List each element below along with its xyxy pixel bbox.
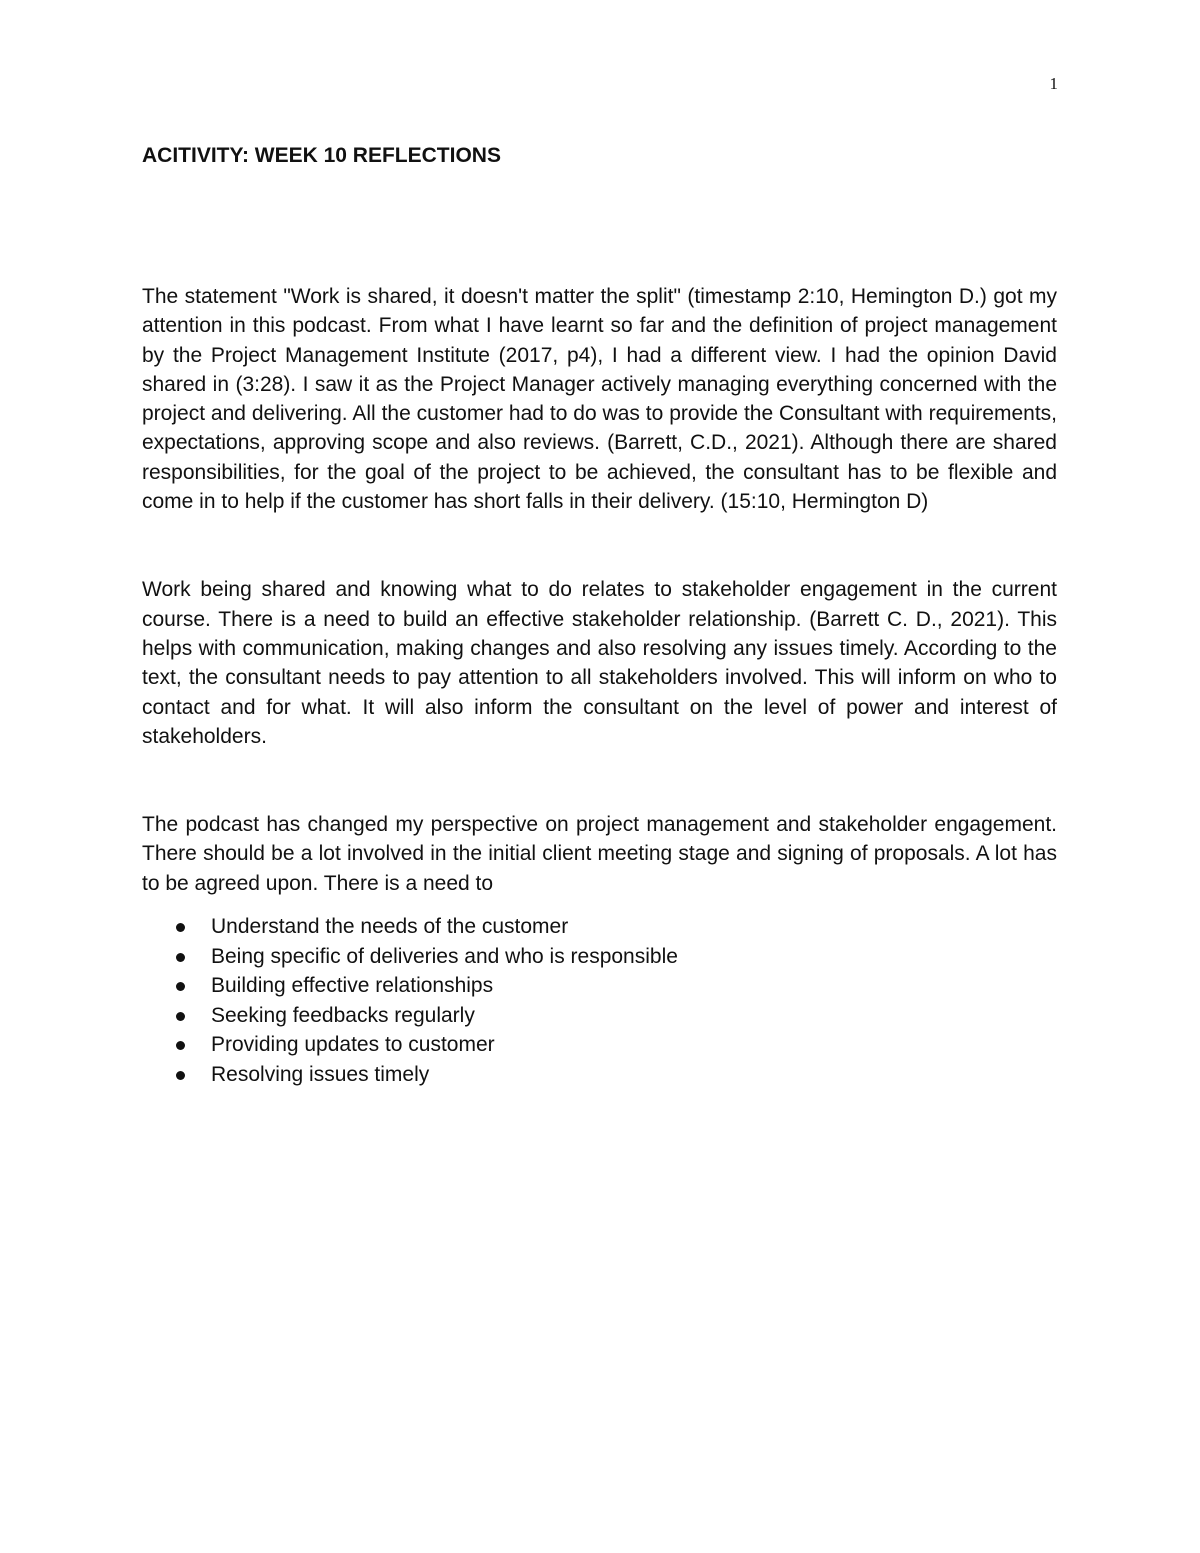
bullet-icon — [176, 923, 185, 932]
document-title: ACITIVITY: WEEK 10 REFLECTIONS — [142, 144, 501, 167]
bullet-icon — [176, 1012, 185, 1021]
list-item — [142, 971, 1057, 1001]
needs-bullet-list — [142, 912, 1057, 1089]
list-item — [142, 1001, 1057, 1031]
paragraph-2: Work being shared and knowing what to do relates to stakeholder engagement in the current course. There is a need to build an effective stakeholder relationship. (Barrett C. D., 2021). This helps with communication, making changes and also resolving any issues timely. According to the text, the consultant needs to pay attention to all stakeholders involved. This will inform on who to contact and for what. It will also inform the consultant on the level of power and interest of stakeholders. — [142, 578, 1057, 748]
list-item-text: Being specific of deliveries and who is responsible — [211, 944, 678, 968]
bullet-icon — [176, 1041, 185, 1050]
list-item — [142, 942, 1057, 972]
list-item-text: Seeking feedbacks regularly — [211, 1003, 475, 1027]
document-body — [142, 282, 1057, 1089]
list-item-text: Understand the needs of the customer — [211, 915, 569, 939]
list-item — [142, 1030, 1057, 1060]
page-number: 1 — [1049, 74, 1058, 93]
list-item-text: Building effective relationships — [211, 974, 494, 998]
list-item-text: Resolving issues timely — [211, 1062, 430, 1086]
paragraph-3: The podcast has changed my perspective on project management and stakeholder engagement. There should be a lot involved in the initial client meeting stage and signing of proposals. A lot has to be agreed upon. There is a need to — [142, 813, 1057, 895]
list-item — [142, 912, 1057, 942]
list-item — [142, 1060, 1057, 1090]
bullet-icon — [176, 982, 185, 991]
bullet-icon — [176, 953, 185, 962]
bullet-icon — [176, 1071, 185, 1080]
paragraph-1: The statement "Work is shared, it doesn't matter the split" (timestamp 2:10, Hemington D.) got my attention in this podcast. From what I have learnt so far and the definition of project management by the Project Management Institute (2017, p4), I had a different view. I had the opinion David shared in (3:28). I saw it as the Project Manager actively managing everything concerned with the project and delivering. All the customer had to do was to provide the Consultant with requirements, expectations, approving scope and also reviews. (Barrett, C.D., 2021). Although there are shared responsibilities, for the goal of the project to be achieved, the consultant has to be flexible and come in to help if the customer has short falls in their delivery. (15:10, Hermington D) — [142, 285, 1057, 514]
list-item-text: Providing updates to customer — [211, 1033, 495, 1057]
